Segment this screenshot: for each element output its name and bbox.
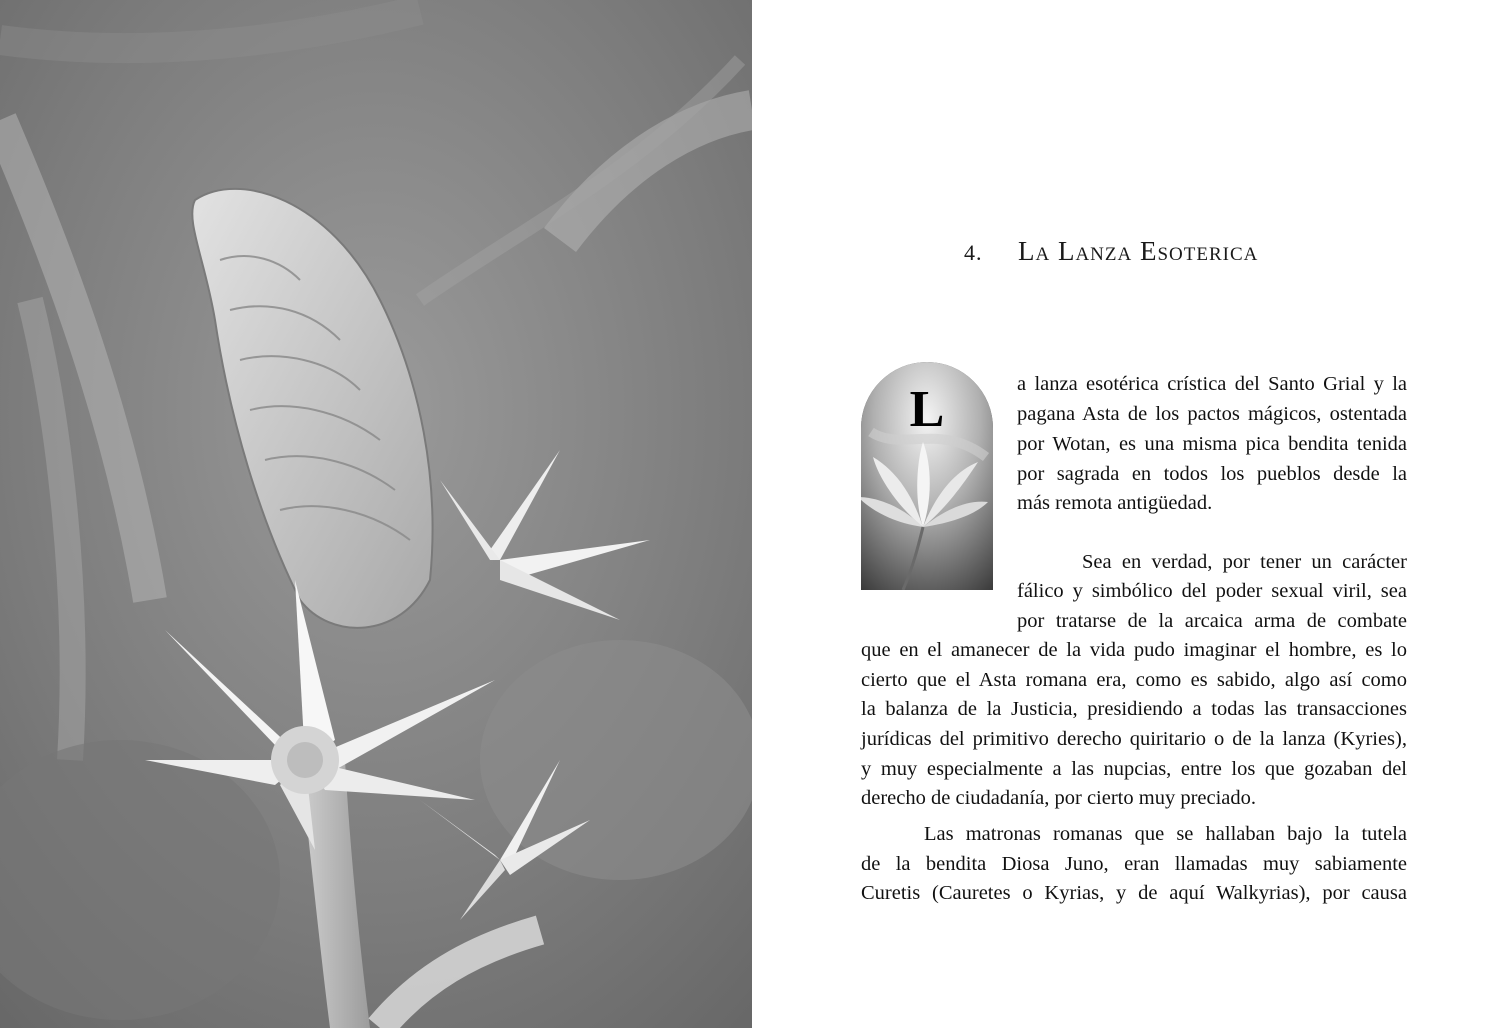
body-line: la balanza de la Justicia, presidiendo a todas las transacciones [861, 698, 1407, 720]
body-line: más remota antigüedad. [1017, 492, 1213, 514]
body-line: Las matronas romanas que se hallaban bajo la tutela [924, 823, 1407, 845]
body-line: a lanza esotérica crística del Santo Grial y la [1017, 373, 1407, 395]
body-line: por tratarse de la arcaica arma de combate [1017, 610, 1407, 632]
chapter-heading [964, 236, 1414, 267]
body-line: y muy especialmente a las nupcias, entre los que gozaban del [861, 758, 1407, 780]
text-page [752, 0, 1500, 1028]
dropcap-frame [861, 362, 993, 590]
body-line: de la bendita Diosa Juno, eran llamadas muy sabiamente [861, 853, 1407, 875]
body-line: por Wotan, es una misma pica bendita tenida [1017, 433, 1407, 455]
body-line: jurídicas del primitivo derecho quiritario o de la lanza (Kyries), [861, 728, 1407, 750]
dropcap-letter: L [909, 381, 945, 438]
body-line: por sagrada en todos los pueblos desde la [1017, 463, 1407, 485]
body-line: Curetis (Cauretes o Kyrias, y de aquí Walkyrias), por causa [861, 882, 1407, 904]
body-line: derecho de ciudadanía, por cierto muy preciado. [861, 787, 1257, 809]
body-line: cierto que el Asta romana era, como es sabido, algo así como [861, 669, 1407, 691]
chapter-title: La Lanza Esoterica [1018, 236, 1259, 266]
chapter-number: 4. [964, 240, 983, 265]
body-line: Sea en verdad, por tener un carácter [1082, 551, 1407, 573]
body-line: pagana Asta de los pactos mágicos, ostentada [1017, 403, 1407, 425]
body-line: fálico y simbólico del poder sexual viril, sea [1017, 580, 1407, 602]
body-line: que en el amanecer de la vida pudo imaginar el hombre, es lo [861, 639, 1407, 661]
